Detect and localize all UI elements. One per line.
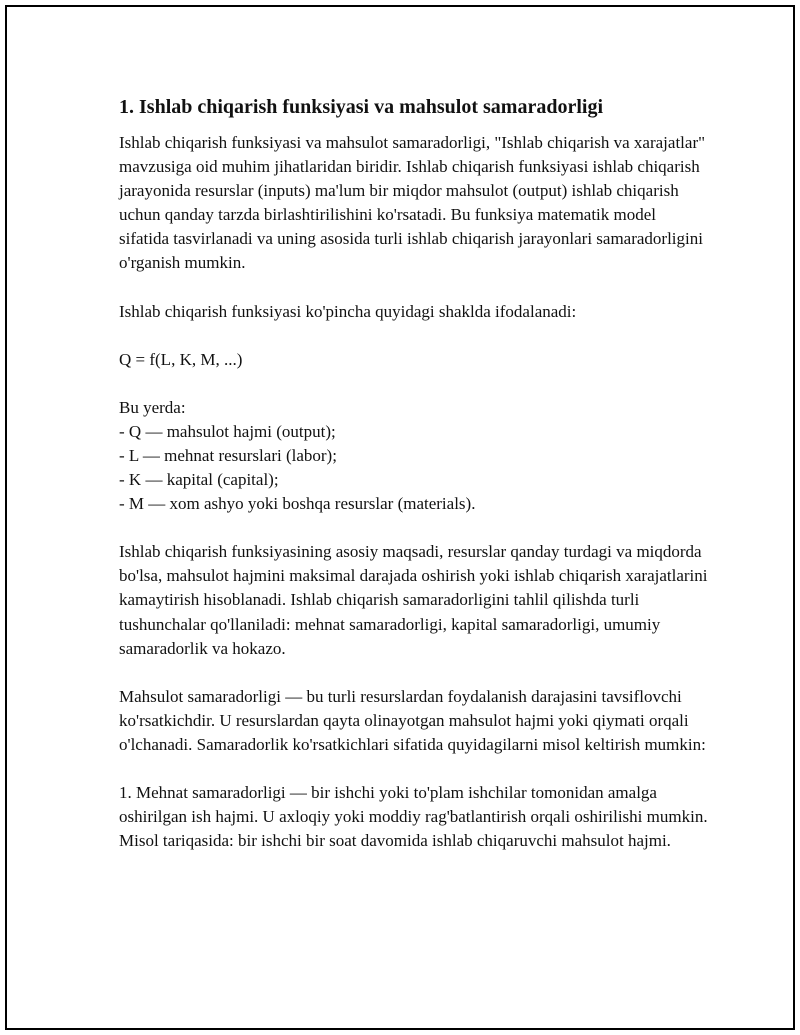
list-item: - K — kapital (capital); xyxy=(119,470,279,490)
page-frame xyxy=(5,5,795,1030)
section-heading: 1. Ishlab chiqarish funksiyasi va mahsulot samaradorligi xyxy=(119,96,603,118)
variable-list-label: Bu yerda: xyxy=(119,397,186,417)
list-item: - L — mehnat resurslari (labor); xyxy=(119,445,337,465)
paragraph-form-intro: Ishlab chiqarish funksiyasi ko'pincha quyidagi shaklda ifodalanadi: xyxy=(119,301,577,321)
paragraph-intro: Ishlab chiqarish funksiyasi va mahsulot samaradorligi, "Ishlab chiqarish va xarajatlar" mavzusiga oid muhim jihatlaridan biridir. Ishlab chiqarish funksiyasi ishlab chiqarish jarayonida resurslar (inputs) ma'lum bir miqdor mahsulot (output) ishlab chiqarish uchun qanday tarzda birlashtirilishini ko'rsatadi. Bu funksiya matematik model sifatida tasvirlanadi va uning asosida turli ishlab chiqarish jarayonlari samaradorligini o'rganish mumkin. xyxy=(119,133,706,273)
paragraph-labor-efficiency: 1. Mehnat samaradorligi — bir ishchi yoki to'plam ishchilar tomonidan amalga oshirilgan ish hajmi. U axloqiy yoki moddiy rag'batlantirish orqali oshirilishi mumkin. Misol tariqasida: bir ishchi bir soat davomida ishlab chiqaruvchi mahsulot hajmi. xyxy=(119,782,708,851)
variable-list xyxy=(119,396,709,516)
paragraph-goal: Ishlab chiqarish funksiyasining asosiy maqsadi, resurslar qanday turdagi va miqdorda bo'lsa, mahsulot hajmini maksimal darajada oshirish yoki ishlab chiqarish xarajatlarini kamaytirish hisoblanadi. Ishlab chiqarish samaradorligini tahlil qilishda turli tushunchalar qo'llaniladi: mehnat samaradorligi, kapital samaradorligi, umumiy samaradorlik va hokazo. xyxy=(119,542,708,658)
paragraph-efficiency: Mahsulot samaradorligi — bu turli resurslardan foydalanish darajasini tavsiflovchi ko'rsatkichdir. U resurslardan qayta olinayotgan mahsulot hajmi yoki qiymati orqali o'lchanadi. Samaradorlik ko'rsatkichlari sifatida quyidagilarni misol keltirish mumkin: xyxy=(119,686,706,754)
list-item: - M — xom ashyo yoki boshqa resurslar (materials). xyxy=(119,494,476,514)
formula: Q = f(L, K, M, ...) xyxy=(119,349,243,369)
document-content xyxy=(119,93,709,877)
list-item: - Q — mahsulot hajmi (output); xyxy=(119,421,336,441)
